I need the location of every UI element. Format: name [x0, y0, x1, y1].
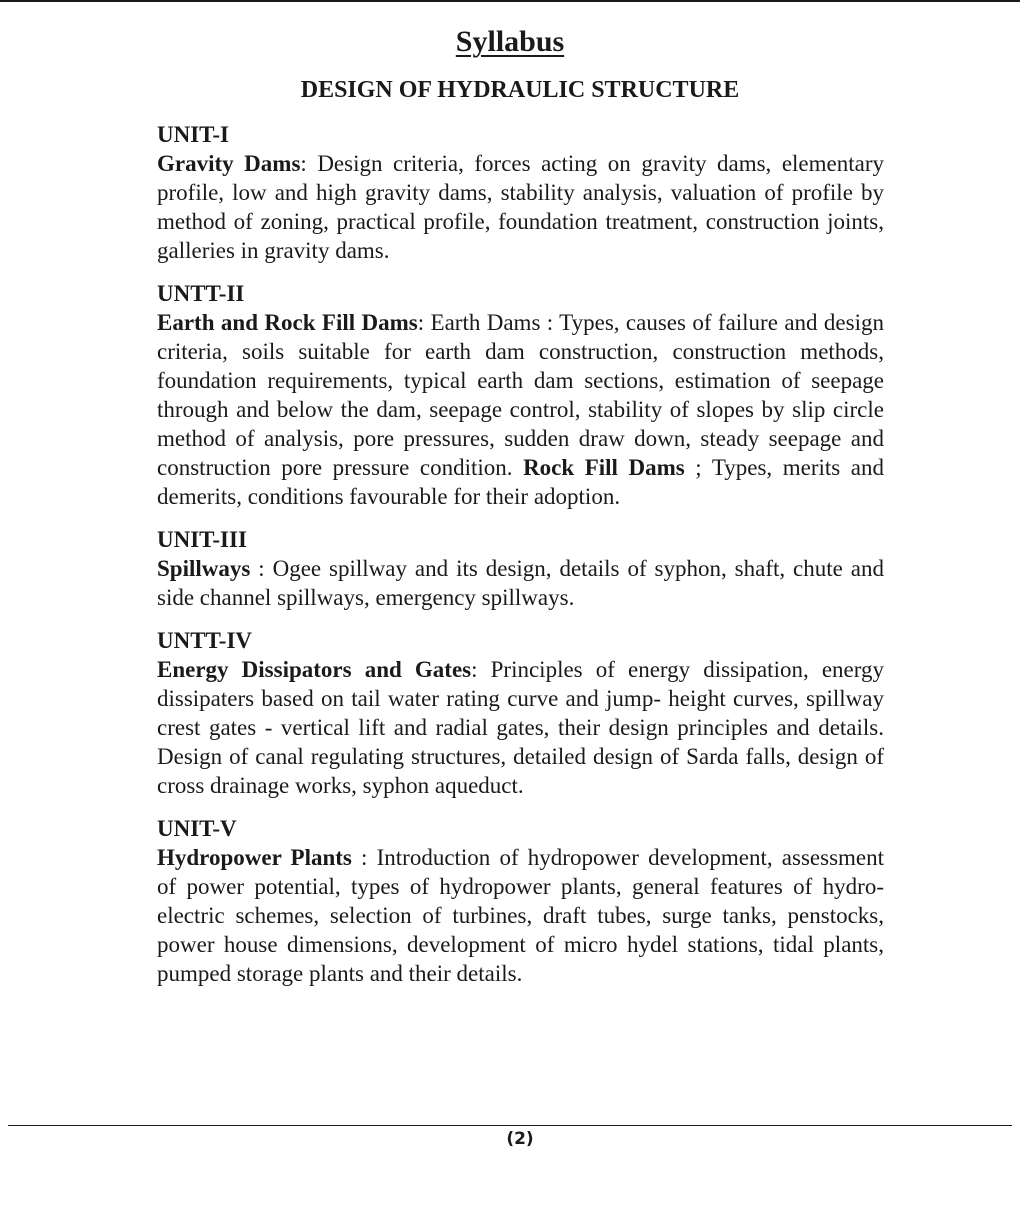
page-number: (2) — [506, 1129, 534, 1149]
footer-rule — [8, 1125, 1012, 1126]
unit-description — [157, 149, 884, 265]
unit-body: Design criteria, forces acting on gravity dams, elementary profile, low and high gravity dams, stability analysis, valuation of profile by method of zoning, practical profile, foundation treatment, construction joints, galleries in gravity dams. — [157, 151, 884, 263]
unit-topic: Energy Dissipators and Gates — [157, 657, 472, 682]
unit-description — [157, 843, 884, 988]
unit-4 — [157, 626, 884, 800]
topic-separator: : — [417, 310, 431, 335]
unit-heading: UNIT-I — [157, 122, 230, 147]
topic-separator: : — [351, 845, 377, 870]
top-rule — [0, 0, 1020, 2]
unit-topic: Spillways — [157, 556, 251, 581]
unit-2 — [157, 279, 884, 511]
unit-topic: Earth and Rock Fill Dams — [157, 310, 418, 335]
unit-description — [157, 554, 884, 612]
unit-heading: UNTT-IV — [157, 628, 253, 653]
syllabus-content — [157, 120, 884, 1002]
topic-separator: : — [300, 151, 318, 176]
unit-body: Earth Dams : Types, causes of failure and design criteria, soils suitable for earth dam construction, construction methods, foundation requirements, typical earth dam sections, estimation of seepage through and below the dam, seepage control, stability of slopes by slip circle method of analysis, pore pressures, sudden draw down, steady seepage and construction pore pressure condition. — [157, 310, 884, 480]
unit-heading: UNTT-II — [157, 281, 245, 306]
subject-title: DESIGN OF HYDRAULIC STRUCTURE — [300, 77, 740, 103]
unit-description — [157, 655, 884, 800]
unit-body: Introduction of hydropower development, assessment of power potential, types of hydropower plants, general features of hydro-electric schemes, selection of turbines, draft tubes, surge tanks, penstocks, power house dimensions, development of micro hydel stations, tidal plants, pumped storage plants and their details. — [157, 845, 885, 986]
unit-body: Principles of energy dissipation, energy dissipaters based on tail water rating curve and jump- height curves, spillway crest gates - vertical lift and radial gates, their design principles and details. Design of canal regulating structures, detailed design of Sarda falls, design of cross drainage works, syphon aqueduct. — [157, 657, 884, 798]
unit-description — [157, 308, 884, 511]
unit-heading: UNIT-III — [157, 527, 247, 552]
unit-body-continued: ; Types, merits and demerits, conditions favourable for their adoption. — [157, 455, 884, 509]
unit-subtopic: Rock Fill Dams — [523, 455, 685, 480]
topic-separator: : — [250, 556, 273, 581]
unit-body: Ogee spillway and its design, details of syphon, shaft, chute and side channel spillways, emergency spillways. — [157, 556, 885, 610]
topic-separator: : — [471, 657, 491, 682]
unit-5 — [157, 814, 884, 988]
unit-heading: UNIT-V — [157, 816, 237, 841]
unit-3 — [157, 525, 884, 612]
unit-topic: Gravity Dams — [157, 151, 301, 176]
page-title: Syllabus — [455, 25, 565, 58]
unit-topic: Hydropower Plants — [157, 845, 352, 870]
unit-1 — [157, 120, 884, 265]
